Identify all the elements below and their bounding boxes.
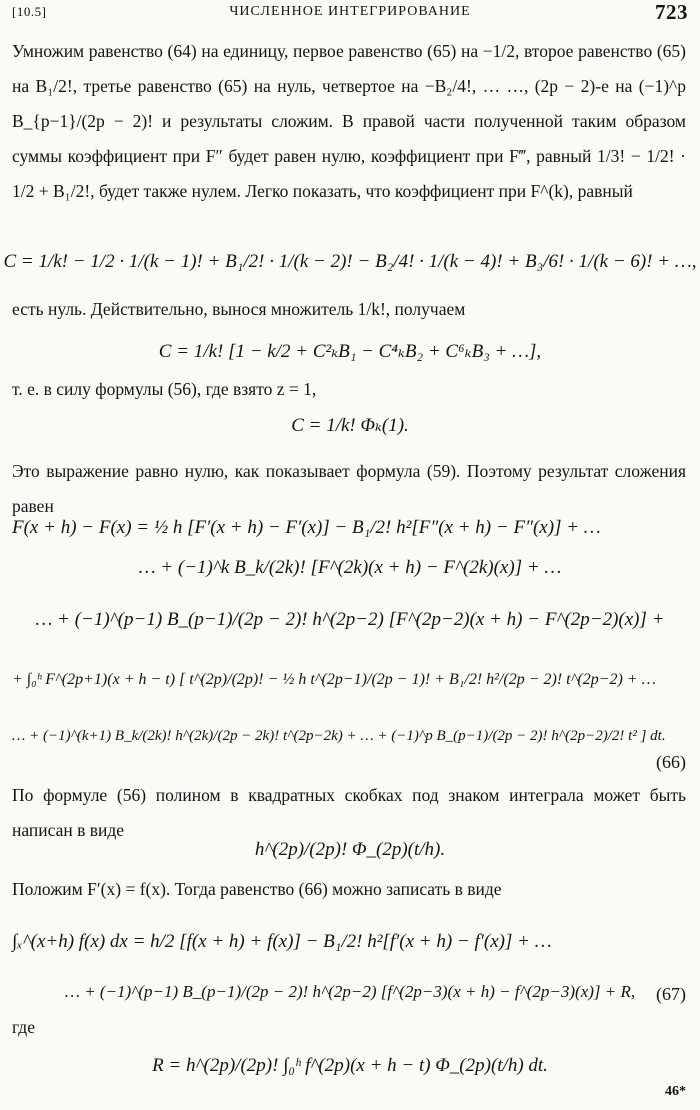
equation-c-bracket: C = 1/k! [1 − k/2 + C²ₖB₁ − C⁴ₖB₂ + C⁶ₖB₃ + …], <box>158 341 542 362</box>
equation-67-line-1: ∫ₓ^(x+h) f(x) dx = h/2 [f(x + h) + f(x)] − B₁/2! h²[f′(x + h) − f′(x)] + … <box>12 931 552 952</box>
section-marker: [10.5] <box>12 4 47 19</box>
equation-66-line-4: + ∫₀ʰ F^(2p+1)(x + h − t) [ t^(2p)/(2p)! − ½ h t^(2p−1)/(2p − 1)! + B₁/2! h²/(2p − 2)! t^(2p−2) + … <box>12 671 656 688</box>
page-number: 723 <box>655 0 688 24</box>
equation-polynomial: h^(2p)/(2p)! Φ_(2p)(t/h). <box>254 839 446 860</box>
equation-66-line-1: F(x + h) − F(x) = ½ h [F′(x + h) − F′(x)] − B₁/2! h²[F″(x + h) − F″(x)] + … <box>12 517 601 538</box>
running-title: ЧИСЛЕННОЕ ИНТЕГРИРОВАНИЕ <box>229 4 471 19</box>
paragraph-4: Это выражение равно нулю, как показывает формула (59). Поэтому результат сложения равен <box>12 461 686 516</box>
paragraph-2: есть нуль. Действительно, вынося множитель 1/k!, получаем <box>12 299 466 319</box>
signature-mark: 46* <box>665 1084 686 1099</box>
paragraph-1: Умножим равенство (64) на единицу, первое равенство (65) на −1/2, второе равенство (65) на B₁/2!, третье равенство (65) на нуль, четвертое на −B₂/4!, … …, (2p − 2)-е на (−1)^p B_{p−1}/(2p − 2)! и результаты сложим. В правой части полученной таким образом суммы коэффициент при F″ будет равен нулю, коэффициент при F‴, равный 1/3! − 1/2! · 1/2 + B₁/2!, будет также нулем. Легко показать, что коэффициент при F^(k), равный <box>12 41 686 201</box>
paragraph-5: По формуле (56) полином в квадратных скобках под знаком интеграла может быть написан в виде <box>12 785 686 840</box>
equation-number-66: (66) <box>656 752 686 772</box>
paragraph-6: Положим F′(x) = f(x). Тогда равенство (66) можно записать в виде <box>12 879 502 899</box>
equation-r-definition: R = h^(2p)/(2p)! ∫₀ʰ f^(2p)(x + h − t) Φ_(2p)(t/h) dt. <box>152 1055 548 1076</box>
equation-67-line-2: … + (−1)^(p−1) B_(p−1)/(2p − 2)! h^(2p−2) [f^(2p−3)(x + h) − f^(2p−3)(x)] + R, <box>64 982 636 1001</box>
equation-66-line-5: … + (−1)^(k+1) B_k/(2k)! h^(2k)/(2p − 2k)! t^(2p−2k) + … + (−1)^p B_(p−1)/(2p − 2)! h^(2p−2)/2! t² ] dt. <box>12 728 666 744</box>
equation-66-line-3: … + (−1)^(p−1) B_(p−1)/(2p − 2)! h^(2p−2) [F^(2p−2)(x + h) − F^(2p−2)(x)] + <box>35 609 665 630</box>
paragraph-3: т. е. в силу формулы (56), где взято z = 1, <box>12 379 317 399</box>
paragraph-7: где <box>12 1017 35 1037</box>
equation-66-line-2: … + (−1)^k B_k/(2k)! [F^(2k)(x + h) − F^(2k)(x)] + … <box>138 557 562 578</box>
equation-number-67: (67) <box>656 984 686 1004</box>
equation-c-phi: C = 1/k! Φₖ(1). <box>291 415 409 436</box>
equation-c-sum: C = 1/k! − 1/2 · 1/(k − 1)! + B₁/2! · 1/(k − 2)! − B₂/4! · 1/(k − 4)! + B₃/6! · 1/(k − 6)! + …, <box>3 251 697 272</box>
